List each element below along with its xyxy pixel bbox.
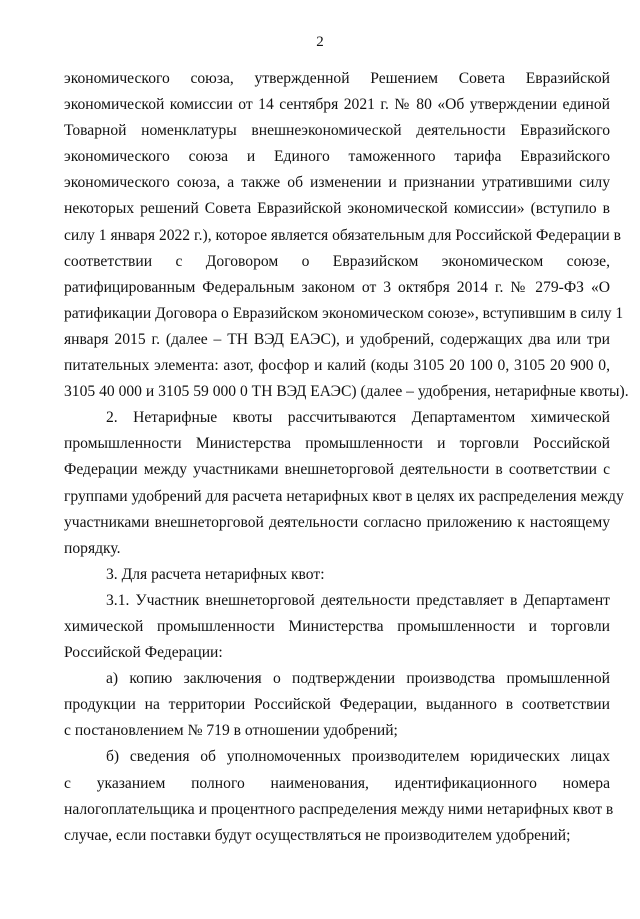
text-line: силу 1 января 2022 г.), которое является обязательным для Российской Федерации в xyxy=(64,226,621,244)
text-line: с указанием полного наименования, идентификационного номера xyxy=(64,774,610,792)
text-line: 3105 40 000 и 3105 59 000 0 ТН ВЭД ЕАЭС) (далее – удобрения, нетарифные квоты). xyxy=(64,383,629,401)
text-line: б) сведения об уполномоченных производителем юридических лицах xyxy=(106,748,610,766)
text-line: соответствии с Договором о Евразийском экономическом союзе, xyxy=(64,252,610,270)
text-line: налогоплательщика и процентного распределения между ними нетарифных квот в xyxy=(64,800,614,818)
text-line: промышленности Министерства промышленности и торговли Российской xyxy=(64,435,610,453)
text-line: экономического союза и Единого таможенного тарифа Евразийского xyxy=(64,148,610,166)
text-line: ратифицированным Федеральным законом от 3 октября 2014 г. № 279-ФЗ «О xyxy=(64,278,610,296)
text-line: продукции на территории Российской Федерации, выданного в соответствии xyxy=(64,696,610,714)
text-line: Российской Федерации: xyxy=(64,644,223,662)
text-line: питательных элемента: азот, фосфор и калий (коды 3105 20 100 0, 3105 20 900 0, xyxy=(64,357,610,375)
document-body xyxy=(64,66,629,849)
text-line: с постановлением № 719 в отношении удобрений; xyxy=(64,722,398,740)
text-line: 2. Нетарифные квоты рассчитываются Департаментом химической xyxy=(106,409,610,427)
text-line: участниками внешнеторговой деятельности согласно приложению к настоящему xyxy=(64,513,610,531)
text-line: Товарной номенклатуры внешнеэкономической деятельности Евразийского xyxy=(64,122,610,140)
text-line: 3. Для расчета нетарифных квот: xyxy=(106,565,325,583)
text-line: некоторых решений Совета Евразийской экономической комиссии» (вступило в xyxy=(64,200,610,218)
text-line: 3.1. Участник внешнеторговой деятельности представляет в Департамент xyxy=(106,591,610,609)
text-line: группами удобрений для расчета нетарифных квот в целях их распределения между xyxy=(64,487,624,505)
text-line: экономической комиссии от 14 сентября 2021 г. № 80 «Об утверждении единой xyxy=(64,96,610,114)
text-line: ратификации Договора о Евразийском экономическом союзе», вступившим в силу 1 xyxy=(64,304,624,322)
text-line: Федерации между участниками внешнеторговой деятельности в соответствии с xyxy=(64,461,610,479)
text-line: а) копию заключения о подтверждении производства промышленной xyxy=(106,670,610,688)
text-line: случае, если поставки будут осуществляться не производителем удобрений; xyxy=(64,826,571,844)
text-line: экономического союза, утвержденной Решением Совета Евразийской xyxy=(64,70,610,87)
text-line: экономического союза, а также об изменении и признании утратившими силу xyxy=(64,174,610,192)
page-number: 2 xyxy=(316,34,324,50)
text-line: химической промышленности Министерства промышленности и торговли xyxy=(64,617,610,635)
text-line: порядку. xyxy=(64,539,121,557)
text-line: января 2015 г. (далее – ТН ВЭД ЕАЭС), и удобрений, содержащих два или три xyxy=(64,330,610,348)
